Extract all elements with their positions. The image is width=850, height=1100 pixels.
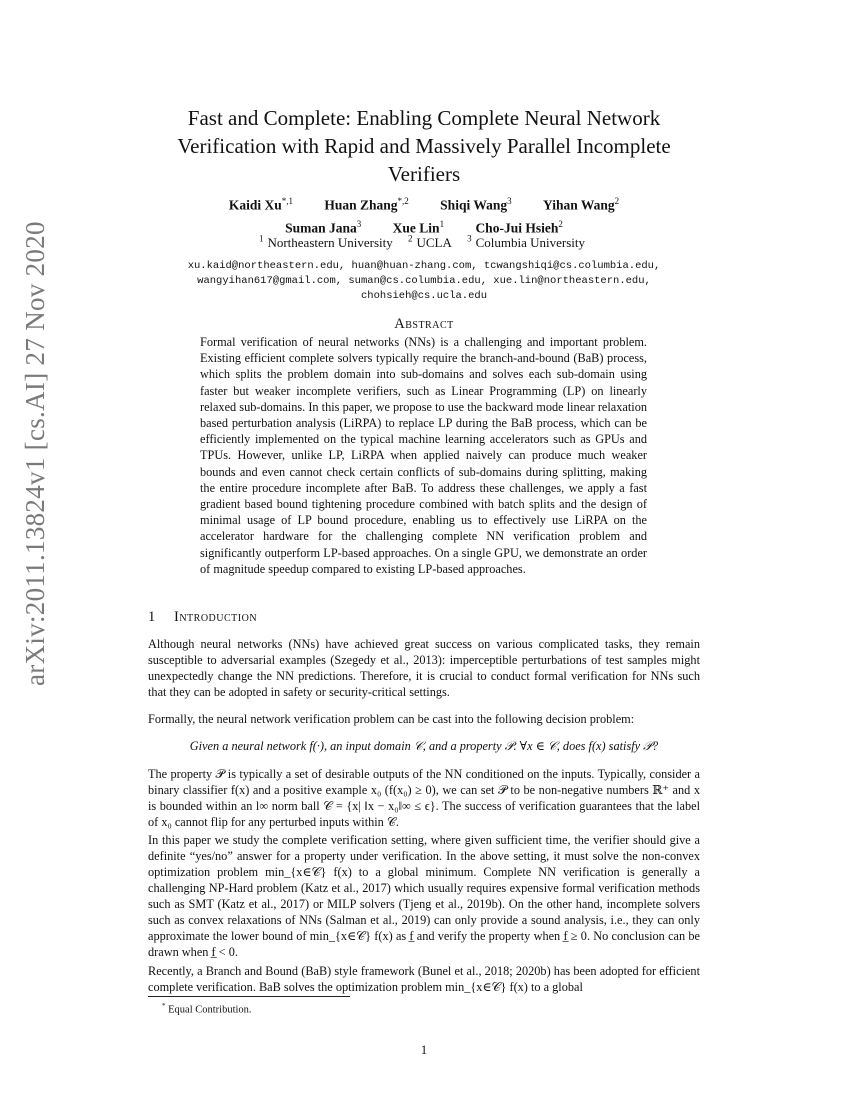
body-paragraph: In this paper we study the complete verification setting, where given sufficient time, the verifier should give a definite “yes/no” answer for a property under verification. In the above setting, it must solve the non-convex optimization problem min_{x∈𝒞} f(x) to a global minimum. Complete NN verification is generally a challenging NP-Hard problem (Katz et al., 2017) which usually requires expensive formal verification methods such as SMT (Katz et al., 2017) or MILP solvers (Tjeng et al., 2019b). On the other hand, incomplete solvers such as convex relaxations of NNs (Salman et al., 2019) can only provide a sound analysis, i.e., they can only approximate the lower bound of min_{x∈𝒞} f(x) as f̲ and verify the property when f̲ ≥ 0. No conclusion can be drawn when f̲ < 0. <box>148 833 700 959</box>
author: Suman Jana$^3$ <box>285 218 362 235</box>
author: Kaidi $Xu^{*,1}$ <box>228 196 293 213</box>
abstract-heading: Abstract <box>394 316 454 332</box>
section-title: Introduction <box>174 609 258 625</box>
body-paragraph: Recently, a Branch and Bound (BaB) style framework (Bunel et al., 2018; 2020b) has been adopted for efficient complete verification. BaB solves the optimization problem min_{x∈𝒞} f(x) to a global <box>148 964 700 994</box>
footnote: * Equal Contribution. <box>162 1002 252 1016</box>
author-list <box>148 192 700 237</box>
section-heading <box>148 609 257 626</box>
arxiv-identifier: arXiv:2011.13824v1 [cs.AI] 27 Nov 2020 <box>20 221 50 686</box>
decision-problem-statement: Given a neural network f(·), an input domain 𝒞, and a property 𝒫. ∀x ∈ 𝒞, does f(x) satisfy 𝒫? <box>189 739 659 753</box>
affiliation: $^3$ Columbia University <box>467 234 586 251</box>
body-paragraph: Although neural networks (NNs) have achieved great success on various complicated tasks, they remain susceptible to adversarial examples (Szegedy et al., 2013): imperceptible perturbations of test samples might unexpectedly change the NN predictions. Therefore, it is crucial to conduct formal verification for NNs such that they can be adopted in safety or security-critical settings. <box>148 637 700 699</box>
body-paragraph: The property 𝒫 is typically a set of desirable outputs of the NN conditioned on the inputs. Typically, consider a binary classifier f(x) and a positive example x₀ (f(x₀) ≥ 0), we can set 𝒫 to be non-negative numbers ℝ⁺ and x is bounded within an l∞ norm ball 𝒞 = {x| ‖x − x₀‖∞ ≤ ϵ}. The success of verification guarantees that the label of x₀ cannot flip for any perturbed inputs within 𝒞. <box>148 767 700 829</box>
body-paragraph: Formally, the neural network verification problem can be cast into the following decision problem: <box>148 712 635 726</box>
footnote-divider <box>148 996 350 997</box>
email-line: chohsieh@cs.ucla.edu <box>360 290 488 302</box>
abstract-text: Formal verification of neural networks (NNs) is a challenging and important problem. Existing efficient complete solvers typically require the branch-and-bound (BaB) process, which splits the problem domain into sub-domains and solves each sub-domain using faster but weaker incomplete verifiers, such as Linear Programming (LP) on linearly relaxed sub-domains. In this paper, we propose to use the backward mode linear relaxation based perturbation analysis (LiRPA) to replace LP during the BaB process, which can be efficiently implemented on the typical machine learning accelerators such as GPUs and TPUs. However, unlike LP, LiRPA when applied naively can produce much weaker bounds and even cannot check certain conflicts of sub-domains during splitting, making the entire procedure incomplete after BaB. To address these challenges, we apply a fast gradient based bound tightening procedure combined with batch splits and the design of minimal usage of LP bound procedure, enabling us to effectively use LiRPA on the accelerator hardware for the challenging complete NN verification problem and significantly outperform LP-based approaches. On a single GPU, we demonstrate an order of magnitude speedup compared to existing LP-based approaches. <box>200 335 647 576</box>
author: Shiqi Wang$^3$ <box>440 196 512 213</box>
section-number: 1 <box>148 609 156 625</box>
email-line: wangyihan617@gmail.com, suman@cs.columbia.edu, xue.lin@northeastern.edu, <box>197 275 651 287</box>
affiliation: $^2$ UCLA <box>407 234 452 251</box>
author-row-1 <box>148 192 700 215</box>
paper-title: Fast and Complete: Enabling Complete Neural Network Verification with Rapid and Massively Parallel Incomplete Verifiers <box>177 106 671 186</box>
author: Huan Zhang$^{*,2}$ <box>324 196 409 213</box>
author: Cho-Jui Hsieh$^2$ <box>475 218 563 235</box>
affiliations <box>148 234 700 251</box>
author: Yihan Wang$^2$ <box>542 196 620 213</box>
email-line: xu.kaid@northeastern.edu, huan@huan-zhang.com, tcwangshiqi@cs.columbia.edu, <box>187 260 661 272</box>
affiliation: $^1$ Northeastern University <box>258 234 393 251</box>
author: Xue Lin$^1$ <box>392 218 445 235</box>
author-emails <box>138 259 710 304</box>
page-number: 1 <box>420 1043 428 1057</box>
